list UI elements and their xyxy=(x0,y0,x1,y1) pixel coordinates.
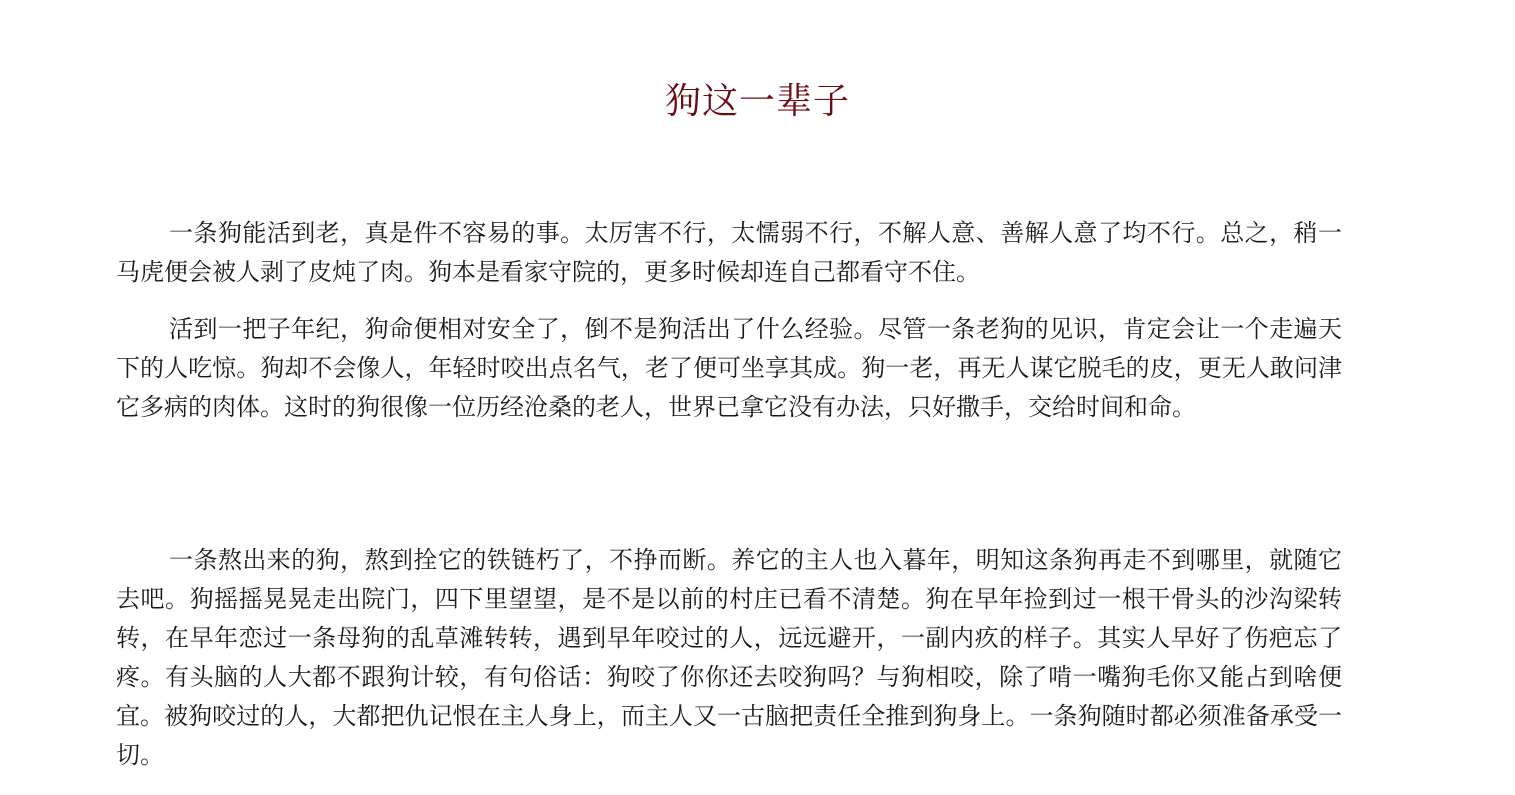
article-title: 狗这一辈子 xyxy=(664,81,850,122)
paragraph-2: 活到一把子年纪，狗命便相对安全了，倒不是狗活出了什么经验。尽管一条老狗的见识，肯定会让一个走遍天下的人吃惊。狗却不会像人，年轻时咬出点名气，老了便可坐享其成。狗一老，再无人谋它脱毛的皮，更无人敢问津它多病的肉体。这时的狗很像一位历经沧桑的老人，世界已拿它没有办法，只好撒手，交给时间和命。 xyxy=(116,315,1342,421)
paragraph-1: 一条狗能活到老，真是件不容易的事。太厉害不行，太懦弱不行，不解人意、善解人意了均不行。总之，稍一马虎便会被人剥了皮炖了肉。狗本是看家守院的，更多时候却连自己都看守不住。 xyxy=(116,219,1342,286)
paragraph-3: 一条熬出来的狗，熬到拴它的铁链朽了，不挣而断。养它的主人也入暮年，明知这条狗再走不到哪里，就随它去吧。狗摇摇晃晃走出院门，四下里望望，是不是以前的村庄已看不清楚。狗在早年捡到过一根干骨头的沙沟梁转转，在早年恋过一条母狗的乱草滩转转，遇到早年咬过的人，远远避开，一副内疚的样子。其实人早好了伤疤忘了疼。有头脑的人大都不跟狗计较，有句俗话：狗咬了你你还去咬狗吗？与狗相咬，除了啃一嘴狗毛你又能占到啥便宜。被狗咬过的人，大都把仇记恨在主人身上，而主人又一古脑把责任全推到狗身上。一条狗随时都必须准备承受一切。 xyxy=(116,546,1342,769)
